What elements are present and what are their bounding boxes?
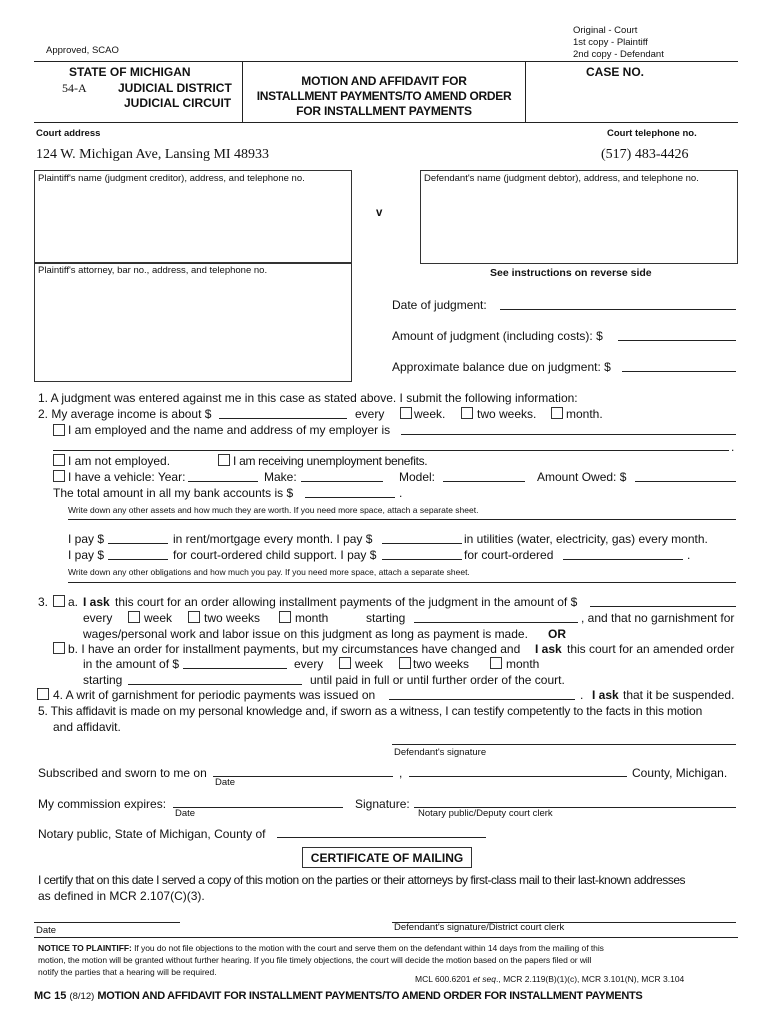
vehicle-year-field[interactable]	[188, 481, 258, 482]
item-4-period: .	[580, 688, 584, 702]
item-3b-text2: this court for an amended order	[567, 642, 735, 656]
item-3a-line3: wages/personal work and labor issue on this judgment as long as payment is made.	[83, 627, 528, 641]
week-label: week.	[414, 407, 446, 421]
bank-field[interactable]	[305, 497, 395, 498]
assets-note: Write down any other assets and how much they are worth. If you need more space, attach a separate sheet.	[68, 505, 479, 515]
court-address-value: 124 W. Michigan Ave, Lansing MI 48933	[36, 147, 270, 162]
subscribed-comma: ,	[399, 766, 403, 780]
obligations-note: Write down any other obligations and how much you pay. If you need more space, attach a separate sheet.	[68, 567, 470, 577]
item-3b-i-ask: I ask	[535, 642, 562, 656]
item-3b-every: every	[294, 657, 324, 671]
item-3b-week: week	[355, 657, 384, 671]
item-1-text: 1. A judgment was entered against me in this case as stated above. I submit the following information:	[38, 391, 578, 405]
rent-field[interactable]	[108, 543, 168, 544]
child-support-field[interactable]	[108, 559, 168, 560]
subscribed-label: Subscribed and sworn to me on	[38, 766, 207, 780]
notice-line2: motion, the motion will be granted without further hearing. If you file timely objections, the court will decide the motion based on the papers filed or will	[38, 955, 592, 965]
form-footer-title	[34, 990, 642, 1002]
vehicle-model-field[interactable]	[443, 481, 525, 482]
item-3b-until: until paid in full or until further order of the court.	[310, 673, 565, 687]
item-3-number: 3.	[38, 595, 49, 609]
judicial-circuit-label: JUDICIAL CIRCUIT	[124, 96, 232, 110]
assets-field[interactable]	[68, 519, 736, 520]
certificate-text-line1: I certify that on this date I served a copy of this motion on the parties or their attorneys by first-class mail to their last-known addresses	[38, 873, 686, 887]
certificate-title: CERTIFICATE OF MAILING	[310, 851, 464, 865]
form-title-line3: FOR INSTALLMENT PAYMENTS	[296, 104, 472, 118]
item-3b-two-weeks-checkbox[interactable]	[399, 657, 411, 669]
court-phone-value: (517) 483-4426	[601, 147, 689, 162]
amount-of-judgment-label: Amount of judgment (including costs): $	[392, 329, 603, 343]
certificate-date-field[interactable]	[34, 922, 180, 923]
attorney-box[interactable]	[34, 262, 352, 382]
certificate-date-label: Date	[36, 925, 57, 936]
vehicle-label: I have a vehicle: Year:	[68, 470, 186, 484]
item-3a-week: week	[144, 611, 173, 625]
form-date: (8/12)	[69, 991, 95, 1002]
unemployment-label: I am receiving unemployment benefits.	[233, 454, 428, 468]
item-3a-month: month	[295, 611, 329, 625]
item-3a-two-weeks: two weeks	[204, 611, 261, 625]
copy-original: Original - Court	[573, 25, 638, 36]
item-3a-text: this court for an order allowing installment payments of the judgment in the amount of $	[115, 595, 578, 609]
pay-rent-label-b: in rent/mortgage every month. I pay $	[173, 532, 373, 546]
item-3b-checkbox[interactable]	[53, 642, 65, 654]
employer-field[interactable]	[401, 434, 736, 435]
case-no-label: CASE NO.	[586, 65, 645, 79]
defendant-signature-field[interactable]	[392, 744, 736, 745]
unemployment-checkbox[interactable]	[218, 454, 230, 466]
commission-date-label: Date	[175, 808, 196, 819]
pay-child-label-c: for court-ordered	[464, 548, 554, 562]
versus-label: v	[376, 207, 383, 219]
item-3b-amount-label: in the amount of $	[83, 657, 180, 671]
item-3a-amount-field[interactable]	[590, 606, 736, 607]
district-number: 54-A	[62, 81, 87, 95]
defendant-signature-label: Defendant's signature	[394, 747, 487, 758]
item-3b-two-weeks: two weeks	[413, 657, 470, 671]
date-of-judgment-label: Date of judgment:	[392, 298, 487, 312]
vehicle-checkbox[interactable]	[53, 470, 65, 482]
item-3a-two-weeks-checkbox[interactable]	[188, 611, 200, 623]
defendant-box[interactable]	[420, 170, 738, 264]
item-3a-every: every	[83, 611, 113, 625]
plaintiff-label: Plaintiff's name (judgment creditor), address, and telephone no.	[38, 173, 305, 184]
approved-text: Approved, SCAO	[46, 45, 119, 56]
judicial-district-label: JUDICIAL DISTRICT	[118, 81, 232, 95]
utilities-field[interactable]	[382, 543, 462, 544]
notice-line3: notify the parties that a hearing will be required.	[38, 967, 217, 977]
not-employed-checkbox[interactable]	[53, 454, 65, 466]
court-address-label: Court address	[36, 128, 101, 139]
court-phone-label: Court telephone no.	[607, 128, 697, 139]
subscribed-date-label: Date	[215, 777, 236, 788]
copy-defendant: 2nd copy - Defendant	[573, 49, 664, 60]
employed-checkbox[interactable]	[53, 424, 65, 436]
county-label: County, Michigan.	[632, 766, 728, 780]
item-3a-i-ask: I ask	[83, 595, 110, 609]
notice-text-1: If you do not file objections to the motion with the court and serve them on the defendant within 14 days from the mailing of this	[134, 943, 604, 953]
case-no-field[interactable]	[526, 80, 738, 122]
commission-label: My commission expires:	[38, 797, 167, 811]
form-title-line1: MOTION AND AFFIDAVIT FOR	[301, 74, 467, 88]
subscribed-date-field[interactable]	[213, 776, 393, 777]
court-ordered-desc-field[interactable]	[563, 559, 683, 560]
item-3b-start-field[interactable]	[128, 684, 302, 685]
instructions-note: See instructions on reverse side	[490, 267, 652, 279]
mcl-a: MCL 600.6201	[415, 974, 471, 984]
pay-rent-label-c: in utilities (water, electricity, gas) every month.	[464, 532, 708, 546]
mcl-c: ., MCR 2.119(B)(1)(c), MCR 3.101(N), MCR 3.104	[495, 974, 685, 984]
item-4-checkbox[interactable]	[37, 688, 49, 700]
notice-label: NOTICE TO PLAINTIFF:	[38, 943, 132, 953]
not-employed-label: I am not employed.	[68, 454, 171, 468]
form-title-line2: INSTALLMENT PAYMENTS/TO AMEND ORDER	[256, 89, 512, 103]
month-label: month.	[566, 407, 603, 421]
state-label: STATE OF MICHIGAN	[69, 65, 191, 79]
amount-of-judgment-field[interactable]	[618, 340, 736, 341]
item-3b-starting: starting	[83, 673, 123, 687]
item-3a-letter: a.	[68, 595, 79, 609]
item-5-line1: 5. This affidavit is made on my personal knowledge and, if sworn as a witness, I can testify competently to the facts in this motion	[38, 704, 703, 718]
mcl-references	[415, 974, 684, 984]
attorney-label: Plaintiff's attorney, bar no., address, and telephone no.	[38, 265, 268, 276]
mcl-b: et seq	[472, 974, 496, 984]
two-weeks-label: two weeks.	[477, 407, 537, 421]
pay-child-label-b: for court-ordered child support. I pay $	[173, 548, 377, 562]
notary-county-label: Notary public, State of Michigan, County of	[38, 827, 266, 841]
notary-county-field[interactable]	[277, 837, 486, 838]
pay-child-label-a: I pay $	[68, 548, 105, 562]
signature-label: Signature:	[355, 797, 410, 811]
make-label: Make:	[264, 470, 297, 484]
bank-period: .	[399, 486, 403, 500]
item-3b-month-checkbox[interactable]	[490, 657, 502, 669]
item-2-prefix: 2. My average income is about $	[38, 407, 212, 421]
notary-clerk-label: Notary public/Deputy court clerk	[418, 808, 553, 819]
item-4-date-field[interactable]	[389, 699, 575, 700]
copy-plaintiff: 1st copy - Plaintiff	[573, 37, 648, 48]
court-ordered-field[interactable]	[382, 559, 462, 560]
item-3b-week-checkbox[interactable]	[339, 657, 351, 669]
item-3a-starting: starting	[366, 611, 406, 625]
item-3a-or: OR	[548, 627, 566, 641]
amount-owed-label: Amount Owed: $	[537, 470, 627, 484]
vehicle-make-field[interactable]	[301, 481, 383, 482]
item-3a-month-checkbox[interactable]	[279, 611, 291, 623]
employer-field-2[interactable]	[53, 450, 729, 451]
commission-date-field[interactable]	[173, 807, 343, 808]
month-checkbox[interactable]	[551, 407, 563, 419]
item-3a-start-field[interactable]	[414, 622, 578, 623]
item-3a-checkbox[interactable]	[53, 595, 65, 607]
certificate-text-line2: as defined in MCR 2.107(C)(3).	[38, 889, 205, 903]
date-of-judgment-field[interactable]	[500, 309, 736, 310]
model-label: Model:	[399, 470, 436, 484]
income-field[interactable]	[219, 418, 347, 419]
item-3b-text: b. I have an order for installment payments, but my circumstances have changed and	[68, 642, 521, 656]
county-field[interactable]	[409, 776, 627, 777]
approx-balance-label: Approximate balance due on judgment: $	[392, 360, 611, 374]
item-4-text: 4. A writ of garnishment for periodic payments was issued on	[53, 688, 376, 702]
employer-period: .	[731, 440, 735, 454]
obligations-field[interactable]	[68, 582, 736, 583]
two-weeks-checkbox[interactable]	[461, 407, 473, 419]
approx-balance-field[interactable]	[622, 371, 736, 372]
notice-line1	[38, 943, 604, 953]
child-period: .	[687, 548, 691, 562]
item-3a-garnish: , and that no garnishment for	[581, 611, 735, 625]
form-id: MC 15	[34, 990, 67, 1002]
item-4-i-ask: I ask	[592, 688, 619, 702]
pay-rent-label-a: I pay $	[68, 532, 105, 546]
item-3a-week-checkbox[interactable]	[128, 611, 140, 623]
week-checkbox[interactable]	[400, 407, 412, 419]
plaintiff-box[interactable]	[34, 170, 352, 264]
bank-label: The total amount in all my bank accounts is $	[53, 486, 294, 500]
amount-owed-field[interactable]	[635, 481, 736, 482]
employed-label: I am employed and the name and address of my employer is	[68, 423, 391, 437]
form-footer-name: MOTION AND AFFIDAVIT FOR INSTALLMENT PAYMENTS/TO AMEND ORDER FOR INSTALLMENT PAYMENTS	[97, 990, 643, 1002]
item-3b-amount-field[interactable]	[183, 668, 287, 669]
every-label: every	[355, 407, 385, 421]
item-5-line2: and affidavit.	[53, 720, 121, 734]
defendant-label: Defendant's name (judgment debtor), address, and telephone no.	[424, 173, 699, 184]
certificate-signature-label: Defendant's signature/District court clerk	[394, 922, 565, 933]
item-3b-month: month	[506, 657, 540, 671]
item-4-end: that it be suspended.	[623, 688, 735, 702]
